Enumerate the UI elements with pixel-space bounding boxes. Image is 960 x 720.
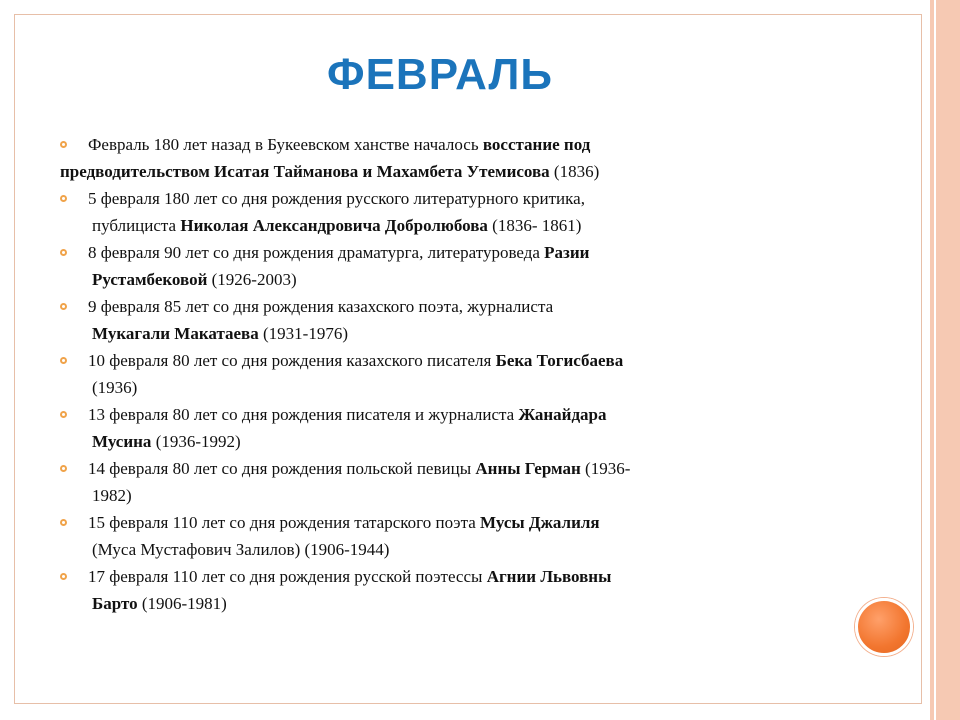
- item-text: публициста: [92, 216, 181, 235]
- item-bold-text: Николая Александровича Добролюбова: [180, 216, 488, 235]
- item-text: (Муса Мустафович Залилов) (1906-1944): [92, 540, 390, 559]
- item-line: [60, 212, 840, 239]
- item-line: [60, 428, 840, 455]
- item-line: [60, 266, 840, 293]
- item-bold-text: Агнии Львовны: [486, 567, 612, 586]
- bullet-icon: [60, 519, 67, 526]
- item-text: (1936-: [580, 459, 631, 478]
- item-bold-text: Разии: [544, 243, 590, 262]
- item-line: [60, 293, 840, 320]
- item-text: 8 февраля 90 лет со дня рождения драматурга, литературоведа: [88, 243, 545, 262]
- list-item: [60, 563, 840, 617]
- item-text: (1931-1976): [258, 324, 348, 343]
- item-text: (1836): [549, 162, 600, 181]
- item-bold-text: Мукагали Макатаева: [92, 324, 259, 343]
- bullet-icon: [60, 357, 67, 364]
- bullet-icon: [60, 303, 67, 310]
- item-line: [60, 158, 840, 185]
- item-text: (1906-1981): [137, 594, 227, 613]
- item-text: 13 февраля 80 лет со дня рождения писателя и журналиста: [88, 405, 519, 424]
- item-text: 15 февраля 110 лет со дня рождения татарского поэта: [88, 513, 481, 532]
- item-bold-text: Жанайдара: [518, 405, 607, 424]
- bullet-icon: [60, 195, 67, 202]
- decorative-circle: [855, 598, 913, 656]
- list-item: [60, 131, 840, 185]
- bullet-icon: [60, 573, 67, 580]
- list-item: [60, 239, 840, 293]
- bullet-icon: [60, 141, 67, 148]
- item-line: [60, 455, 840, 482]
- item-bold-text: Мусина: [92, 432, 152, 451]
- decorative-stripes: [924, 0, 960, 720]
- list-item: [60, 347, 840, 401]
- item-line: [60, 509, 840, 536]
- item-text: 10 февраля 80 лет со дня рождения казахского писателя: [88, 351, 496, 370]
- item-text: (1836- 1861): [487, 216, 582, 235]
- item-text: 17 февраля 110 лет со дня рождения русской поэтессы: [88, 567, 487, 586]
- item-line: [60, 482, 840, 509]
- item-bold-text: восстание под: [482, 135, 591, 154]
- item-line: [60, 131, 840, 158]
- bullet-icon: [60, 249, 67, 256]
- item-text: 14 февраля 80 лет со дня рождения польской певицы: [88, 459, 476, 478]
- item-text: (1936): [92, 378, 138, 397]
- item-line: [60, 347, 840, 374]
- list-item: [60, 185, 840, 239]
- item-bold-text: предводительством Исатая Тайманова и Махамбета Утемисова: [60, 162, 550, 181]
- item-line: [60, 239, 840, 266]
- list-item: [60, 401, 840, 455]
- item-bold-text: Рустамбековой: [92, 270, 208, 289]
- slide-content: [60, 131, 840, 617]
- bullet-icon: [60, 465, 67, 472]
- item-text: 9 февраля 85 лет со дня рождения казахского поэта, журналиста: [88, 297, 554, 316]
- item-text: Февраль 180 лет назад в Букеевском ханстве началось: [88, 135, 483, 154]
- item-line: [60, 590, 840, 617]
- item-line: [60, 563, 840, 590]
- item-line: [60, 536, 840, 563]
- item-line: [60, 185, 840, 212]
- item-bold-text: Барто: [92, 594, 138, 613]
- bullet-icon: [60, 411, 67, 418]
- item-line: [60, 320, 840, 347]
- item-bold-text: Мусы Джалиля: [480, 513, 600, 532]
- item-text: (1926-2003): [207, 270, 297, 289]
- item-text: 5 февраля 180 лет со дня рождения русского литературного критика,: [88, 189, 585, 208]
- list-item: [60, 455, 840, 509]
- slide-title: ФЕВРАЛЬ: [327, 50, 553, 99]
- item-text: (1936-1992): [151, 432, 241, 451]
- item-line: [60, 401, 840, 428]
- item-text: 1982): [92, 486, 132, 505]
- item-bold-text: Бека Тогисбаева: [495, 351, 624, 370]
- item-line: [60, 374, 840, 401]
- item-bold-text: Анны Герман: [475, 459, 581, 478]
- list-item: [60, 293, 840, 347]
- list-item: [60, 509, 840, 563]
